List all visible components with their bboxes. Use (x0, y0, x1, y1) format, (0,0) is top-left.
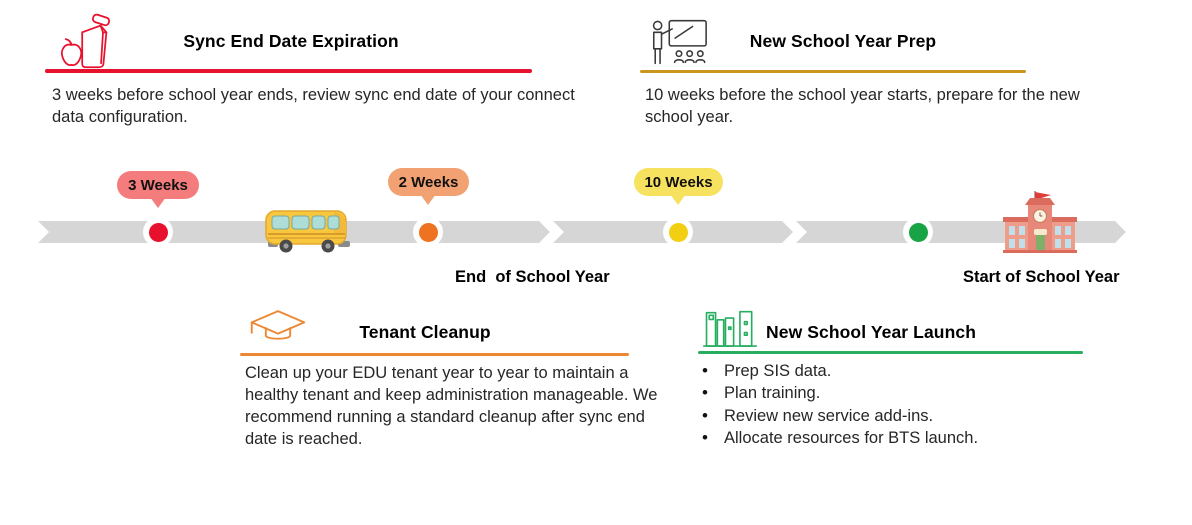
sync-end-date-description: 3 weeks before school year ends, review sync end date of your connect data configuration. (52, 86, 575, 126)
new-year-prep-title: New School Year Prep (749, 31, 937, 51)
lunch-bag-apple-icon (55, 13, 121, 73)
badge-2-weeks: 2 Weeks (388, 168, 469, 196)
yellow-milestone-dot (669, 223, 688, 242)
badge-3-weeks-tail (150, 197, 166, 208)
orange-milestone-dot (419, 223, 438, 242)
launch-list-item: • Plan training. (698, 382, 1128, 404)
sync-end-date-title: Sync End Date Expiration (183, 31, 399, 51)
start-of-school-year-label: Start of School Year (963, 268, 1120, 286)
school-bus-icon (264, 203, 354, 255)
launch-list-item: • Allocate resources for BTS launch. (698, 427, 1128, 449)
books-icon (702, 305, 758, 351)
new-year-launch-underline (698, 351, 1083, 354)
sync-end-date-underline (45, 69, 532, 73)
badge-3-weeks: 3 Weeks (117, 171, 199, 199)
launch-list-item: • Review new service add-ins. (698, 405, 1128, 427)
end-of-school-year-label: End of School Year (455, 268, 610, 286)
tenant-cleanup-title: Tenant Cleanup (359, 322, 491, 342)
red-milestone-dot (149, 223, 168, 242)
launch-list-item: • Prep SIS data. (698, 360, 1128, 382)
new-year-launch-checklist (698, 360, 1128, 450)
teacher-presenting-icon (646, 16, 710, 68)
badge-10-weeks-tail (670, 194, 686, 205)
school-building-icon (1001, 189, 1079, 255)
new-year-prep-description: 10 weeks before the school year starts, prepare for the new school year. (645, 86, 1080, 126)
new-year-launch-title: New School Year Launch (766, 322, 976, 342)
tenant-cleanup-underline (240, 353, 629, 356)
tenant-cleanup-description: Clean up your EDU tenant year to year to maintain a healthy tenant and keep administration manageable. We recommend running a standard cleanup after sync end date is reached. (245, 364, 658, 448)
new-year-prep-underline (640, 70, 1026, 73)
badge-2-weeks-tail (420, 194, 436, 205)
green-milestone-dot (909, 223, 928, 242)
badge-10-weeks: 10 Weeks (634, 168, 723, 196)
